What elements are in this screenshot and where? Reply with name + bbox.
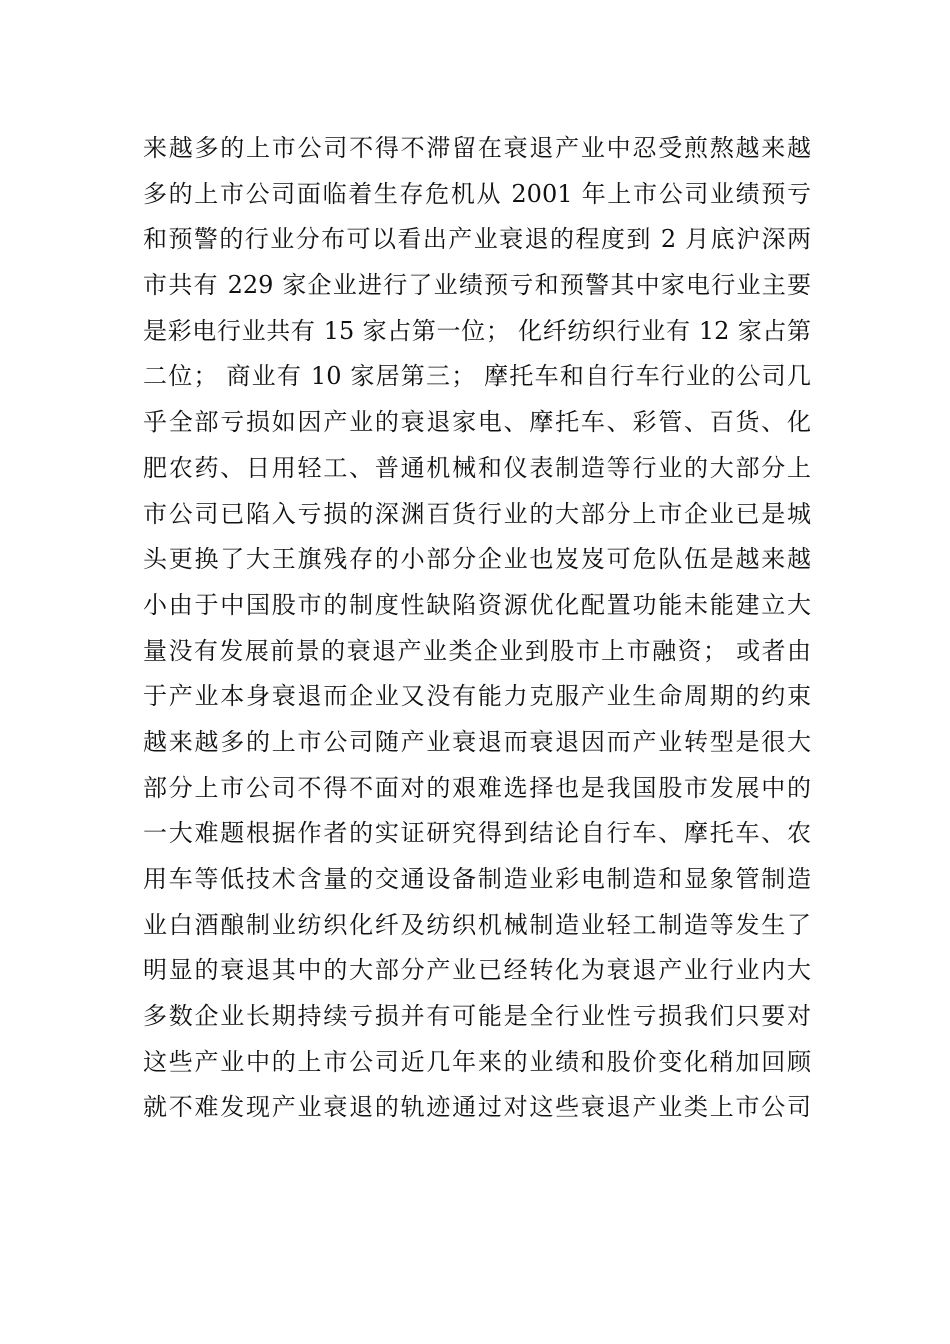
text-line: 多数企业长期持续亏损并有可能是全行业性亏损我们只要对 [143, 1002, 811, 1031]
text-line: 是彩电行业共有 15 家占第一位； 化纤纺织行业有 12 家占第 [143, 316, 811, 345]
text-line: 一大难题根据作者的实证研究得到结论自行车、摩托车、农 [143, 819, 811, 848]
text-line: 小由于中国股市的制度性缺陷资源优化配置功能未能建立大 [143, 590, 811, 619]
text-line: 来越多的上市公司不得不滞留在衰退产业中忍受煎熬越来越 [143, 134, 811, 162]
text-line: 多的上市公司面临着生存危机从 2001 年上市公司业绩预亏 [143, 179, 811, 208]
text-line: 于产业本身衰退而企业又没有能力克服产业生命周期的约束 [143, 682, 811, 711]
text-line: 业白酒酿制业纺织化纤及纺织机械制造业轻工制造等发生了 [143, 910, 811, 939]
text-line: 这些产业中的上市公司近几年来的业绩和股价变化稍加回顾 [143, 1047, 811, 1076]
text-line: 和预警的行业分布可以看出产业衰退的程度到 2 月底沪深两 [143, 225, 811, 254]
text-line: 部分上市公司不得不面对的艰难选择也是我国股市发展中的 [143, 773, 811, 802]
text-line: 市公司已陷入亏损的深渊百货行业的大部分上市企业已是城 [143, 499, 811, 528]
text-line: 市共有 229 家企业进行了业绩预亏和预警其中家电行业主要 [143, 271, 811, 300]
text-line: 明显的衰退其中的大部分产业已经转化为衰退产业行业内大 [143, 956, 811, 985]
text-line: 就不难发现产业衰退的轨迹通过对这些衰退产业类上市公司 [143, 1093, 811, 1122]
text-line: 头更换了大王旗残存的小部分企业也岌岌可危队伍是越来越 [143, 545, 811, 574]
text-line: 用车等低技术含量的交通设备制造业彩电制造和显象管制造 [143, 865, 811, 893]
text-line: 乎全部亏损如因产业的衰退家电、摩托车、彩管、百货、化 [143, 408, 811, 437]
text-line: 二位； 商业有 10 家居第三； 摩托车和自行车行业的公司几 [143, 362, 811, 391]
body-text [143, 126, 811, 1131]
text-line: 肥农药、日用轻工、普通机械和仪表制造等行业的大部分上 [143, 453, 811, 482]
text-line: 量没有发展前景的衰退产业类企业到股市上市融资； 或者由 [143, 636, 811, 665]
text-line: 越来越多的上市公司随产业衰退而衰退因而产业转型是很大 [143, 727, 811, 756]
